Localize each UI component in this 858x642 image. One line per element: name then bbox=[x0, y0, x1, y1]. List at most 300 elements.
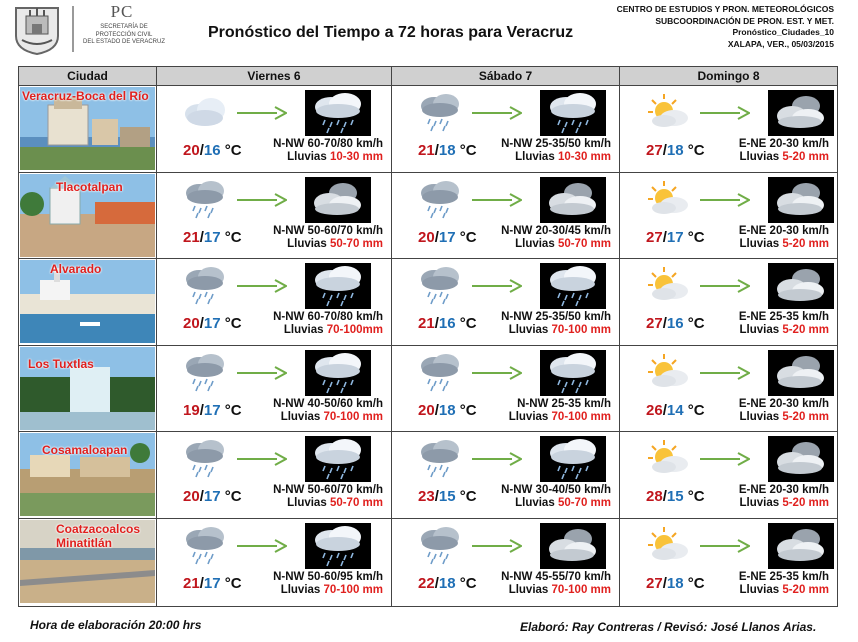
max-temp: 20 bbox=[183, 488, 200, 506]
wind-rain-info bbox=[273, 225, 383, 251]
temp-unit: °C bbox=[687, 575, 705, 592]
rain-label: Lluvias bbox=[515, 151, 555, 163]
day-forecast bbox=[392, 259, 619, 345]
day-forecast bbox=[620, 346, 837, 432]
weather-icon-current bbox=[416, 438, 464, 478]
temp-separator: / bbox=[662, 142, 667, 159]
max-temp: 27 bbox=[646, 315, 663, 333]
author-credits: Elaboró: Ray Contreras / Revisó: José Llanos Arias. bbox=[520, 620, 817, 634]
rain-info bbox=[501, 324, 611, 337]
wind-speed: N-NW 50-60/95 km/h bbox=[273, 571, 383, 583]
agency-info bbox=[617, 4, 834, 50]
day-forecast bbox=[620, 259, 837, 345]
min-temp: 16 bbox=[666, 315, 684, 333]
city-name: Alvarado bbox=[50, 262, 102, 277]
temp-unit: °C bbox=[224, 142, 242, 159]
temp-unit: °C bbox=[224, 401, 242, 419]
temp-unit: °C bbox=[687, 488, 705, 506]
temperature bbox=[183, 142, 242, 159]
column-header-city: Ciudad bbox=[67, 69, 108, 83]
arrow-right-icon bbox=[472, 106, 522, 120]
weather-icon-current bbox=[416, 179, 464, 219]
weather-icon-forecast bbox=[540, 350, 606, 396]
temp-separator: / bbox=[662, 575, 667, 592]
temp-separator: / bbox=[199, 488, 204, 506]
rain-info bbox=[739, 238, 829, 251]
rain-info bbox=[501, 584, 611, 597]
min-temp: 17 bbox=[203, 315, 221, 333]
day-forecast bbox=[157, 346, 391, 432]
temp-separator: / bbox=[434, 575, 439, 592]
temperature bbox=[183, 402, 242, 419]
rain-cloud-icon bbox=[416, 525, 464, 565]
day-forecast bbox=[392, 519, 619, 605]
rain-info bbox=[273, 151, 383, 164]
temp-unit: °C bbox=[459, 228, 477, 246]
cloudy-night-icon bbox=[540, 523, 606, 569]
trend-arrow bbox=[237, 279, 287, 293]
weather-icon-forecast bbox=[305, 90, 371, 136]
wind-rain-info bbox=[501, 571, 611, 597]
temp-unit: °C bbox=[224, 575, 242, 592]
rain-label: Lluvias bbox=[287, 151, 327, 163]
rain-amount: 70-100 mm bbox=[323, 410, 383, 423]
weather-icon-current bbox=[416, 352, 464, 392]
trend-arrow bbox=[700, 279, 750, 293]
weather-icon-current bbox=[416, 525, 464, 565]
wind-rain-info bbox=[739, 225, 829, 251]
table-row bbox=[19, 259, 837, 346]
max-temp: 21 bbox=[418, 142, 435, 159]
city-photo bbox=[20, 347, 155, 430]
arrow-right-icon bbox=[237, 539, 287, 553]
city-photo bbox=[20, 433, 155, 516]
weather-icon-forecast bbox=[768, 523, 834, 569]
rain-amount: 70-100 mm bbox=[323, 584, 383, 596]
trend-arrow bbox=[472, 193, 522, 207]
agency-line: Pronóstico_Ciudades_10 bbox=[732, 27, 834, 37]
weather-icon-current bbox=[644, 265, 692, 305]
partly-sunny-icon bbox=[644, 179, 692, 219]
weather-icon-current bbox=[644, 92, 692, 132]
max-temp: 21 bbox=[418, 315, 435, 333]
civil-protection-logo bbox=[72, 2, 172, 56]
weather-icon-current bbox=[181, 438, 229, 478]
wind-speed: N-NW 25-35/50 km/h bbox=[501, 311, 611, 324]
arrow-right-icon bbox=[237, 279, 287, 293]
temp-separator: / bbox=[199, 315, 204, 333]
temperature bbox=[646, 315, 705, 332]
rain-cloud-night-icon bbox=[540, 263, 606, 309]
logo-line: SECRETARÍA DE bbox=[100, 24, 148, 30]
max-temp: 20 bbox=[418, 228, 435, 246]
day-forecast bbox=[392, 346, 619, 432]
rain-amount: 50-70 mm bbox=[557, 497, 611, 510]
max-temp: 21 bbox=[183, 228, 200, 246]
temp-unit: °C bbox=[687, 315, 705, 333]
weather-icon-forecast bbox=[768, 90, 834, 136]
rain-label: Lluvias bbox=[508, 324, 549, 337]
arrow-right-icon bbox=[700, 193, 750, 207]
weather-icon-forecast bbox=[305, 436, 371, 482]
min-temp: 16 bbox=[203, 142, 221, 159]
table-row bbox=[19, 432, 837, 519]
min-temp: 15 bbox=[438, 488, 456, 506]
city-name: Coatzacoalcos Minatitlán bbox=[56, 522, 141, 550]
logo-block bbox=[8, 2, 168, 56]
trend-arrow bbox=[700, 106, 750, 120]
max-temp: 27 bbox=[646, 575, 663, 592]
weather-icon-forecast bbox=[768, 436, 834, 482]
wind-rain-info bbox=[501, 311, 611, 337]
rain-label: Lluvias bbox=[739, 324, 780, 337]
rain-label: Lluvias bbox=[287, 237, 327, 250]
wind-speed: N-NW 30-40/50 km/h bbox=[501, 484, 611, 497]
min-temp: 17 bbox=[666, 228, 684, 246]
wind-speed: N-NW 60-70/80 km/h bbox=[273, 138, 383, 150]
temperature bbox=[418, 315, 477, 332]
partly-sunny-icon bbox=[644, 92, 692, 132]
column-divider bbox=[391, 67, 392, 606]
rain-amount: 70-100mm bbox=[326, 324, 383, 337]
weather-icon-current bbox=[416, 92, 464, 132]
weather-icon-current bbox=[644, 179, 692, 219]
partly-sunny-icon bbox=[644, 265, 692, 305]
rain-amount: 5-20 mm bbox=[782, 584, 829, 596]
wind-speed: N-NW 50-60/70 km/h bbox=[273, 484, 383, 497]
city-name: Veracruz-Boca del Río bbox=[22, 89, 149, 103]
day-forecast bbox=[620, 432, 837, 518]
day-forecast bbox=[620, 86, 837, 172]
column-divider bbox=[156, 67, 157, 606]
table-row bbox=[19, 86, 837, 173]
wind-speed: N-NW 20-30/45 km/h bbox=[501, 224, 611, 237]
rain-cloud-night-icon bbox=[540, 90, 606, 136]
rain-label: Lluvias bbox=[280, 584, 321, 596]
min-temp: 18 bbox=[666, 142, 684, 159]
min-temp: 15 bbox=[666, 488, 684, 506]
trend-arrow bbox=[472, 106, 522, 120]
rain-cloud-night-icon bbox=[540, 436, 606, 482]
temp-separator: / bbox=[434, 315, 439, 333]
weather-icon-forecast bbox=[305, 350, 371, 396]
day-forecast bbox=[392, 173, 619, 259]
weather-icon-forecast bbox=[540, 177, 606, 223]
partly-sunny-icon bbox=[644, 525, 692, 565]
arrow-right-icon bbox=[700, 106, 750, 120]
rain-cloud-icon bbox=[416, 92, 464, 132]
trend-arrow bbox=[237, 539, 287, 553]
weather-icon-current bbox=[181, 92, 229, 132]
city-name: Los Tuxtlas bbox=[28, 356, 94, 371]
rain-label: Lluvias bbox=[739, 237, 780, 250]
city-name: Cosamaloapan bbox=[42, 443, 128, 458]
wind-speed: E-NE 25-35 km/h bbox=[738, 311, 829, 324]
city-photo bbox=[20, 520, 155, 603]
day-forecast bbox=[620, 173, 837, 259]
temp-separator: / bbox=[662, 488, 667, 506]
temp-separator: / bbox=[199, 575, 204, 592]
arrow-right-icon bbox=[472, 366, 522, 380]
rain-cloud-night-icon bbox=[540, 350, 606, 396]
cloudy-icon bbox=[181, 92, 229, 132]
forecast-table bbox=[18, 66, 838, 607]
min-temp: 14 bbox=[666, 401, 684, 419]
rain-info bbox=[273, 411, 383, 424]
rain-info bbox=[739, 411, 829, 424]
rain-info bbox=[739, 324, 829, 337]
cloudy-night-icon bbox=[768, 177, 834, 223]
weather-icon-current bbox=[181, 179, 229, 219]
rain-label: Lluvias bbox=[739, 151, 780, 163]
day-forecast bbox=[157, 173, 391, 259]
cloudy-night-icon bbox=[768, 263, 834, 309]
rain-amount: 5-20 mm bbox=[782, 410, 829, 423]
rain-cloud-night-icon bbox=[305, 263, 371, 309]
rain-amount: 70-100 mm bbox=[551, 584, 611, 596]
rain-info bbox=[273, 497, 383, 510]
arrow-right-icon bbox=[237, 106, 287, 120]
wind-speed: E-NE 20-30 km/h bbox=[738, 397, 829, 410]
rain-amount: 70-100 mm bbox=[551, 410, 611, 423]
rain-amount: 5-20 mm bbox=[782, 237, 829, 250]
agency-line: SUBCOORDINACIÓN DE PRON. EST. Y MET. bbox=[655, 15, 834, 26]
rain-label: Lluvias bbox=[508, 410, 549, 423]
weather-icon-forecast bbox=[305, 263, 371, 309]
temp-unit: °C bbox=[459, 488, 477, 506]
rain-cloud-night-icon bbox=[305, 350, 371, 396]
weather-icon-current bbox=[416, 265, 464, 305]
arrow-right-icon bbox=[700, 279, 750, 293]
max-temp: 27 bbox=[646, 228, 663, 246]
city-photo bbox=[20, 260, 155, 343]
logo-caption bbox=[76, 24, 172, 47]
day-forecast bbox=[157, 432, 391, 518]
weather-icon-forecast bbox=[540, 90, 606, 136]
rain-label: Lluvias bbox=[508, 584, 549, 596]
max-temp: 22 bbox=[418, 575, 435, 592]
trend-arrow bbox=[237, 452, 287, 466]
creation-time: Hora de elaboración 20:00 hrs bbox=[30, 618, 202, 632]
min-temp: 17 bbox=[438, 228, 456, 246]
min-temp: 18 bbox=[666, 575, 684, 592]
arrow-right-icon bbox=[237, 452, 287, 466]
temp-separator: / bbox=[199, 228, 204, 246]
temperature bbox=[646, 142, 705, 159]
temp-unit: °C bbox=[224, 228, 242, 246]
cloudy-night-icon bbox=[768, 90, 834, 136]
rain-amount: 50-70 mm bbox=[329, 497, 383, 510]
trend-arrow bbox=[472, 539, 522, 553]
rain-cloud-night-icon bbox=[305, 523, 371, 569]
weather-icon-forecast bbox=[540, 436, 606, 482]
logo-acronym: PC bbox=[110, 2, 134, 21]
wind-speed: E-NE 20-30 km/h bbox=[738, 484, 829, 497]
rain-info bbox=[501, 238, 611, 251]
day-forecast bbox=[157, 86, 391, 172]
cloudy-night-icon bbox=[768, 436, 834, 482]
weather-icon-forecast bbox=[305, 523, 371, 569]
column-divider bbox=[619, 67, 620, 606]
wind-speed: N-NW 45-55/70 km/h bbox=[501, 571, 611, 583]
table-row bbox=[19, 173, 837, 260]
max-temp: 23 bbox=[418, 488, 435, 506]
column-header-day: Viernes 6 bbox=[247, 69, 301, 83]
rain-label: Lluvias bbox=[515, 237, 555, 250]
rain-label: Lluvias bbox=[515, 497, 555, 510]
rain-cloud-icon bbox=[181, 438, 229, 478]
wind-speed: E-NE 25-35 km/h bbox=[738, 571, 829, 583]
arrow-right-icon bbox=[472, 279, 522, 293]
weather-icon-forecast bbox=[768, 350, 834, 396]
max-temp: 20 bbox=[183, 315, 200, 333]
max-temp: 28 bbox=[646, 488, 663, 506]
max-temp: 20 bbox=[183, 142, 200, 159]
temp-unit: °C bbox=[459, 142, 477, 159]
day-forecast bbox=[392, 432, 619, 518]
wind-rain-info bbox=[273, 398, 383, 424]
trend-arrow bbox=[700, 452, 750, 466]
wind-rain-info bbox=[273, 484, 383, 510]
agency-line: XALAPA, VER., 05/03/2015 bbox=[727, 38, 834, 49]
min-temp: 17 bbox=[203, 575, 221, 592]
trend-arrow bbox=[700, 193, 750, 207]
min-temp: 16 bbox=[438, 315, 456, 333]
wind-rain-info bbox=[501, 225, 611, 251]
temp-separator: / bbox=[662, 401, 667, 419]
wind-rain-info bbox=[739, 311, 829, 337]
wind-rain-info bbox=[739, 398, 829, 424]
rain-info bbox=[273, 238, 383, 251]
rain-info bbox=[509, 411, 611, 424]
temp-separator: / bbox=[434, 142, 439, 159]
rain-cloud-icon bbox=[416, 179, 464, 219]
wind-speed: N-NW 60-70/80 km/h bbox=[273, 311, 383, 324]
wind-rain-info bbox=[739, 484, 829, 510]
wind-rain-info bbox=[739, 138, 829, 164]
arrow-right-icon bbox=[700, 452, 750, 466]
wind-rain-info bbox=[509, 398, 611, 424]
min-temp: 17 bbox=[203, 228, 221, 246]
wind-speed: N-NW 25-35/50 km/h bbox=[501, 138, 611, 150]
weather-icon-current bbox=[644, 525, 692, 565]
arrow-right-icon bbox=[237, 193, 287, 207]
temperature bbox=[646, 402, 705, 419]
temperature bbox=[418, 402, 477, 419]
max-temp: 26 bbox=[646, 401, 663, 419]
cloudy-night-icon bbox=[540, 177, 606, 223]
trend-arrow bbox=[237, 193, 287, 207]
weather-icon-current bbox=[181, 352, 229, 392]
temp-unit: °C bbox=[459, 575, 477, 592]
rain-cloud-night-icon bbox=[305, 436, 371, 482]
min-temp: 18 bbox=[438, 401, 456, 419]
temperature bbox=[646, 575, 705, 592]
arrow-right-icon bbox=[700, 366, 750, 380]
rain-info bbox=[273, 584, 383, 597]
veracruz-shield-icon bbox=[8, 2, 66, 56]
partly-sunny-icon bbox=[644, 438, 692, 478]
day-forecast bbox=[157, 519, 391, 605]
temp-unit: °C bbox=[224, 488, 242, 506]
rain-label: Lluvias bbox=[739, 410, 780, 423]
trend-arrow bbox=[700, 539, 750, 553]
rain-amount: 70-100 mm bbox=[551, 324, 611, 337]
temp-unit: °C bbox=[459, 401, 477, 419]
rain-label: Lluvias bbox=[280, 410, 321, 423]
weather-icon-current bbox=[181, 525, 229, 565]
trend-arrow bbox=[472, 452, 522, 466]
temp-separator: / bbox=[662, 315, 667, 333]
wind-rain-info bbox=[273, 571, 383, 597]
arrow-right-icon bbox=[700, 539, 750, 553]
weather-icon-current bbox=[644, 438, 692, 478]
rain-label: Lluvias bbox=[287, 497, 327, 510]
temp-unit: °C bbox=[224, 315, 242, 333]
wind-rain-info bbox=[739, 571, 829, 597]
column-header-day: Domingo 8 bbox=[697, 69, 760, 83]
rain-amount: 5-20 mm bbox=[782, 497, 829, 510]
trend-arrow bbox=[700, 366, 750, 380]
cloudy-night-icon bbox=[305, 177, 371, 223]
rain-amount: 50-70 mm bbox=[329, 237, 383, 250]
temp-unit: °C bbox=[459, 315, 477, 333]
wind-speed: E-NE 20-30 km/h bbox=[738, 224, 829, 237]
temperature bbox=[183, 229, 242, 246]
wind-rain-info bbox=[273, 138, 383, 164]
min-temp: 17 bbox=[203, 401, 221, 419]
min-temp: 18 bbox=[438, 142, 456, 159]
wind-rain-info bbox=[501, 138, 611, 164]
day-forecast bbox=[392, 86, 619, 172]
max-temp: 20 bbox=[418, 401, 435, 419]
rain-info bbox=[739, 584, 829, 597]
rain-amount: 5-20 mm bbox=[782, 324, 829, 337]
rain-amount: 10-30 mm bbox=[329, 151, 383, 163]
city-photo bbox=[20, 174, 155, 257]
max-temp: 27 bbox=[646, 142, 663, 159]
weather-icon-forecast bbox=[768, 263, 834, 309]
temp-unit: °C bbox=[687, 401, 705, 419]
rain-cloud-icon bbox=[181, 179, 229, 219]
arrow-right-icon bbox=[237, 366, 287, 380]
rain-cloud-icon bbox=[416, 265, 464, 305]
wind-speed: N-NW 40-50/60 km/h bbox=[273, 397, 383, 410]
table-row bbox=[19, 519, 837, 605]
weather-icon-forecast bbox=[305, 177, 371, 223]
city-photo bbox=[20, 87, 155, 170]
rain-label: Lluvias bbox=[739, 584, 780, 596]
weather-icon-current bbox=[181, 265, 229, 305]
rain-info bbox=[501, 497, 611, 510]
temperature bbox=[183, 315, 242, 332]
temp-separator: / bbox=[662, 228, 667, 246]
trend-arrow bbox=[237, 366, 287, 380]
rain-cloud-icon bbox=[181, 265, 229, 305]
cloudy-night-icon bbox=[768, 350, 834, 396]
table-header bbox=[19, 67, 837, 86]
weather-icon-current bbox=[644, 352, 692, 392]
page-title: Pronóstico del Tiempo a 72 horas para Veracruz bbox=[208, 24, 574, 41]
temperature bbox=[646, 488, 705, 505]
min-temp: 18 bbox=[438, 575, 456, 592]
weather-icon-forecast bbox=[768, 177, 834, 223]
arrow-right-icon bbox=[472, 452, 522, 466]
rain-amount: 50-70 mm bbox=[557, 237, 611, 250]
rain-info bbox=[739, 151, 829, 164]
max-temp: 21 bbox=[183, 575, 200, 592]
temp-unit: °C bbox=[687, 142, 705, 159]
